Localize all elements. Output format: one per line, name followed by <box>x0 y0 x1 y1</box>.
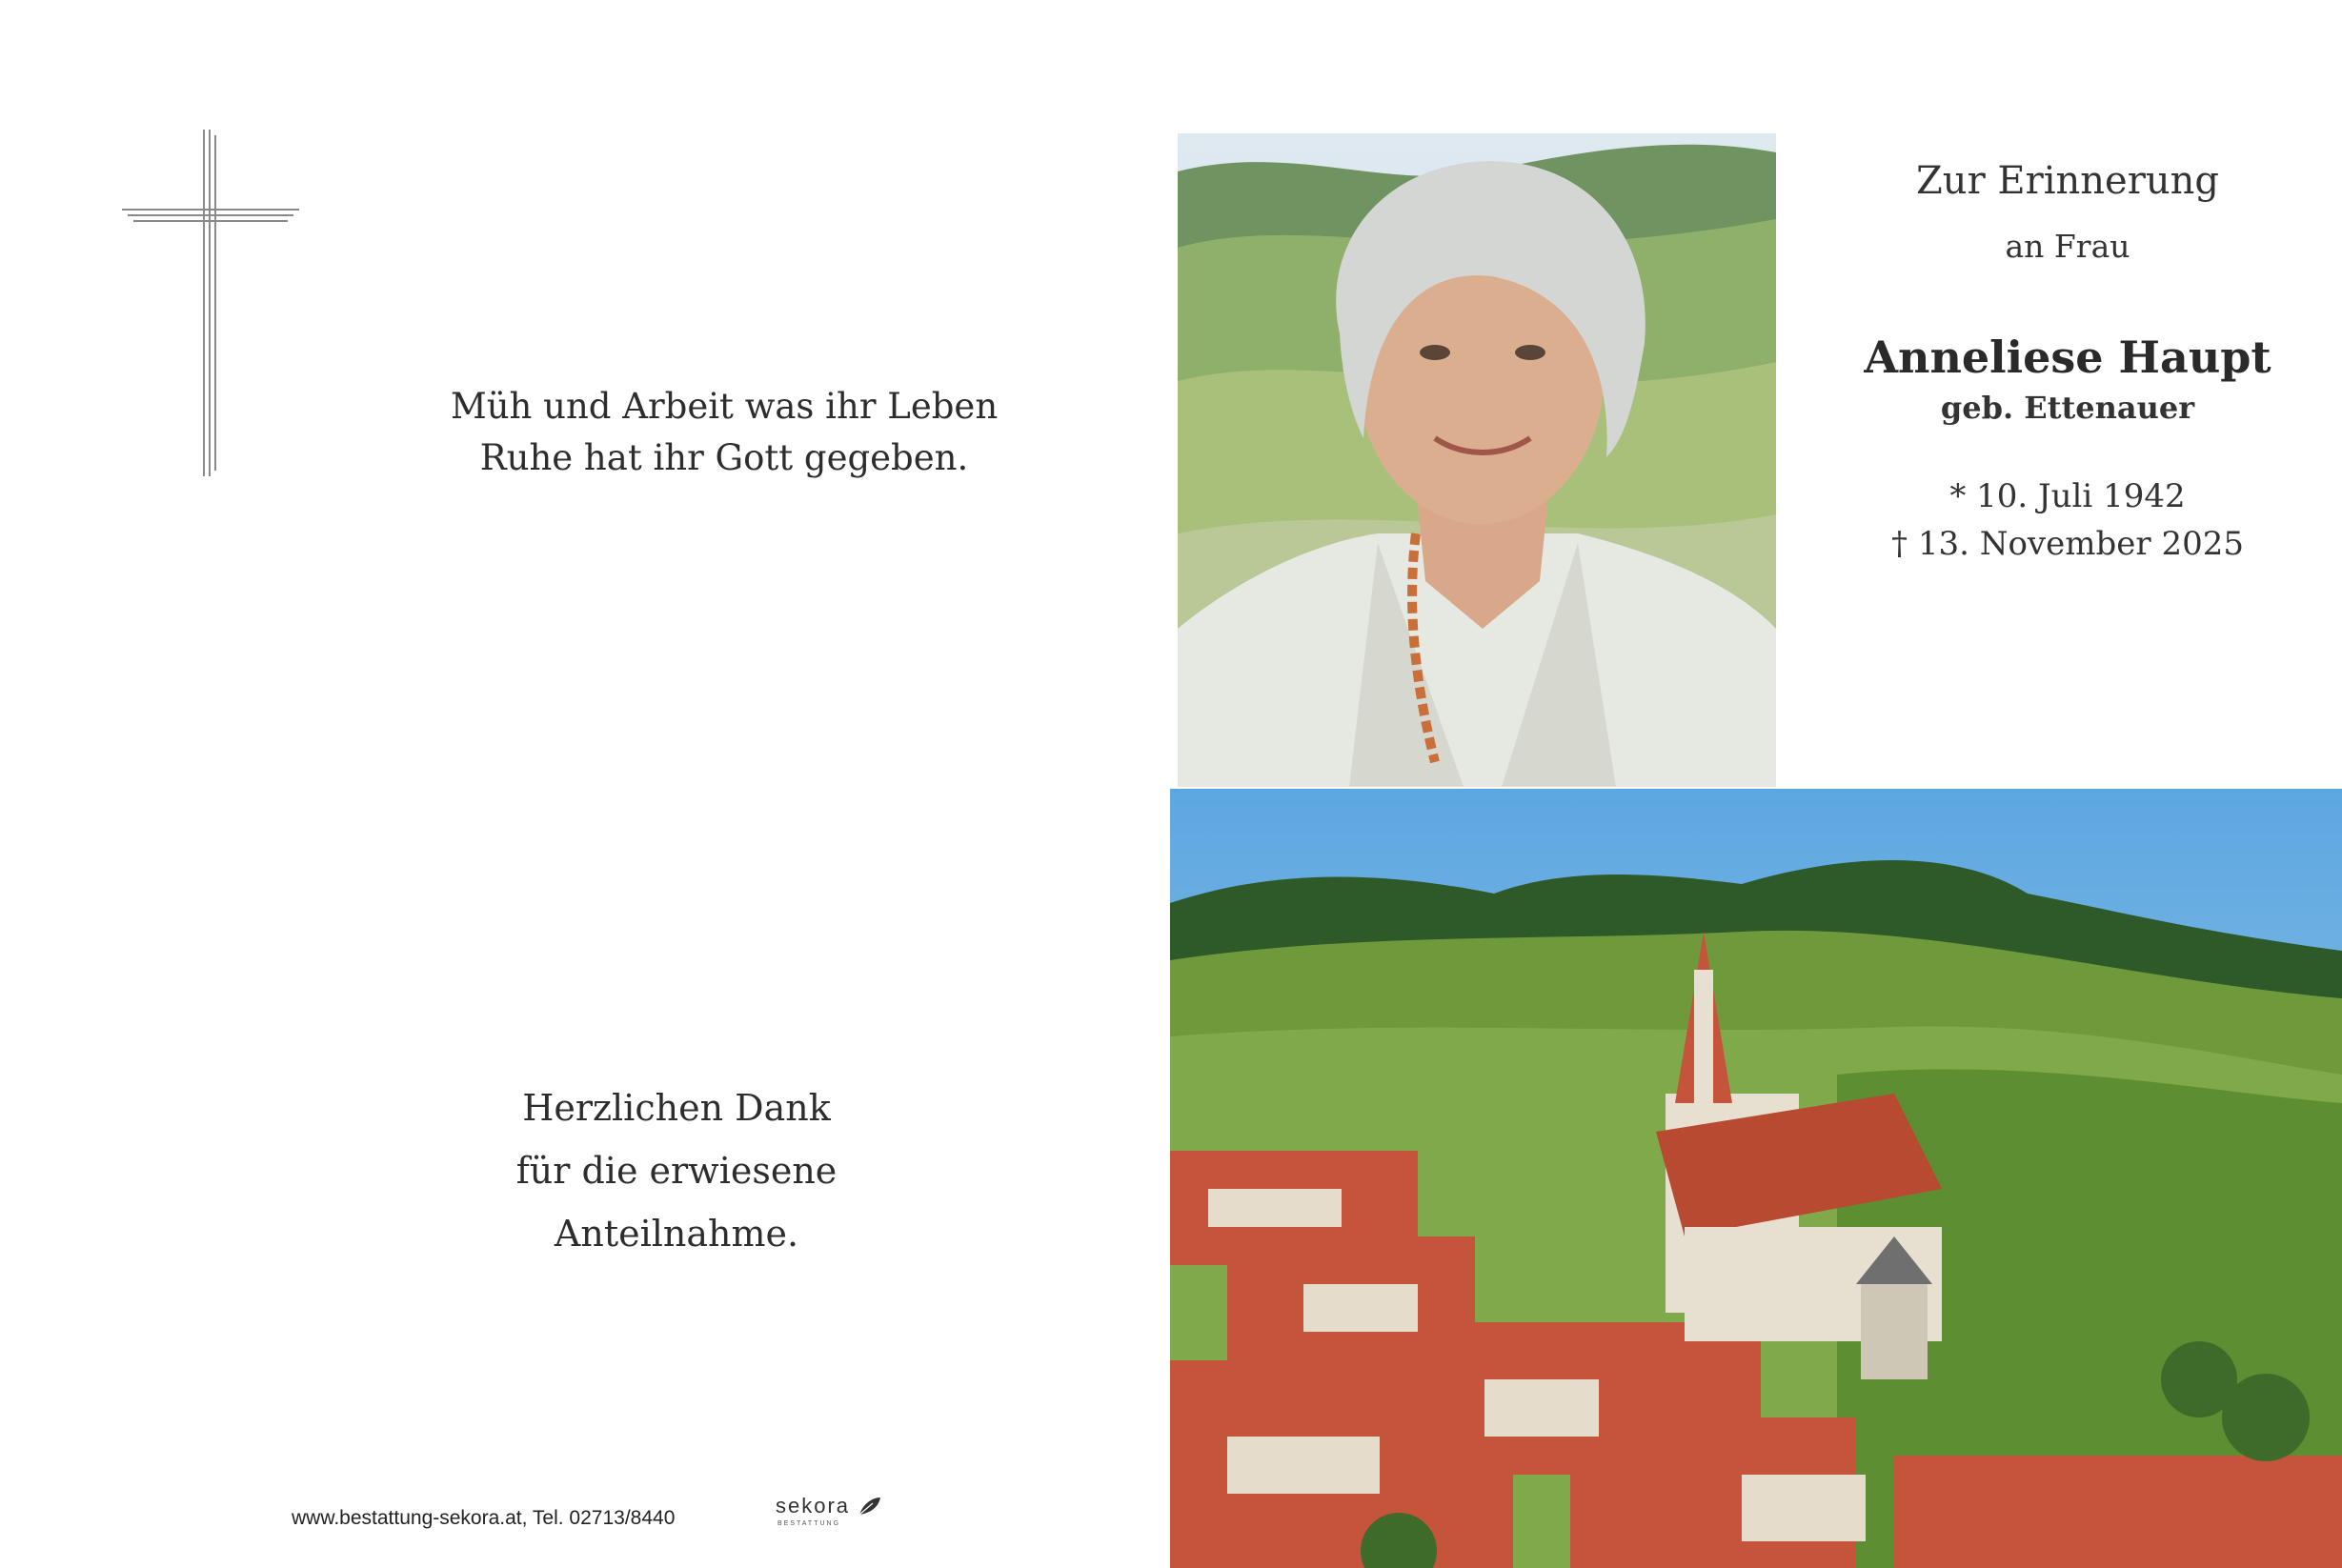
thanks-line-3: Anteilnahme. <box>554 1213 799 1255</box>
maiden-name: geb. Ettenauer <box>1940 390 2195 426</box>
death-date: † 13. November 2025 <box>1891 525 2244 563</box>
deceased-name: Anneliese Haupt <box>1864 332 2271 383</box>
verse-line-1: Müh und Arbeit was ihr Leben <box>450 386 999 427</box>
memorial-text <box>1810 152 2325 568</box>
memorial-heading: Zur Erinnerung <box>1916 159 2219 203</box>
portrait-photo <box>1178 133 1776 787</box>
thanks-message <box>353 1076 1000 1265</box>
thanks-line-2: für die erwiesene <box>515 1150 838 1192</box>
logo-subtitle: BESTATTUNG <box>777 1520 841 1527</box>
verse <box>400 381 1048 484</box>
thanks-line-1: Herzlichen Dank <box>522 1087 831 1129</box>
village-photo <box>1170 789 2342 1568</box>
birth-date: * 10. Juli 1942 <box>1949 477 2186 515</box>
cross-icon <box>122 130 299 476</box>
logo-name: sekora <box>776 1494 851 1518</box>
verse-line-2: Ruhe hat ihr Gott gegeben. <box>479 437 969 478</box>
memorial-salutation: an Frau <box>2005 228 2130 265</box>
leaf-icon <box>858 1496 882 1517</box>
funeral-home-contact: www.bestattung-sekora.at, Tel. 02713/8440 <box>292 1507 676 1529</box>
funeral-home-logo <box>776 1494 890 1538</box>
